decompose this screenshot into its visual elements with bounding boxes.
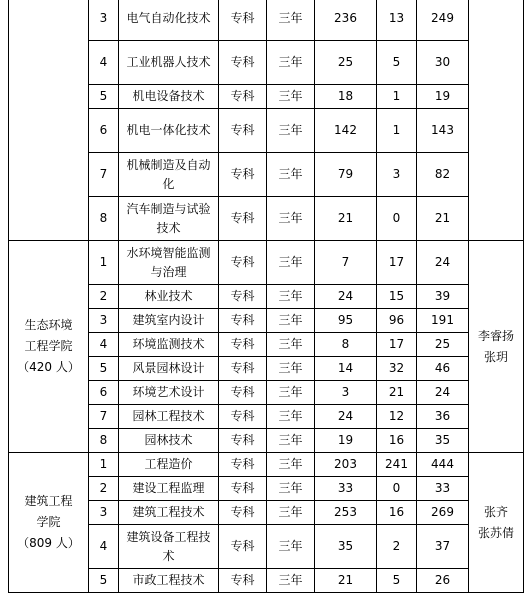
duration: 三年 (267, 357, 315, 381)
major-name: 风景园林设计 (119, 357, 219, 381)
count-a: 236 (315, 0, 377, 41)
count-b: 96 (377, 309, 417, 333)
level: 专科 (219, 569, 267, 593)
row-number: 3 (89, 501, 119, 525)
level: 专科 (219, 41, 267, 85)
count-a: 14 (315, 357, 377, 381)
duration: 三年 (267, 333, 315, 357)
count-b: 0 (377, 477, 417, 501)
leader-name: 张玥 (483, 349, 508, 364)
level: 专科 (219, 405, 267, 429)
count-a: 3 (315, 381, 377, 405)
total: 37 (417, 525, 469, 569)
total: 24 (417, 381, 469, 405)
total: 36 (417, 405, 469, 429)
total: 444 (417, 453, 469, 477)
duration: 三年 (267, 41, 315, 85)
count-a: 18 (315, 85, 377, 109)
count-b: 5 (377, 41, 417, 85)
count-a: 95 (315, 309, 377, 333)
row-number: 7 (89, 153, 119, 197)
college-name: 建筑工程学院 (24, 494, 73, 529)
major-name: 建筑设备工程技术 (119, 525, 219, 569)
count-b: 241 (377, 453, 417, 477)
total: 39 (417, 285, 469, 309)
duration: 三年 (267, 153, 315, 197)
count-a: 253 (315, 501, 377, 525)
count-a: 33 (315, 477, 377, 501)
total: 30 (417, 41, 469, 85)
leader-name: 张齐 (483, 504, 508, 519)
count-b: 0 (377, 197, 417, 241)
row-number: 1 (89, 241, 119, 285)
count-a: 79 (315, 153, 377, 197)
table-row (9, 453, 524, 477)
leader-name: 张苏倩 (477, 525, 514, 540)
duration: 三年 (267, 309, 315, 333)
major-name: 工程造价 (119, 453, 219, 477)
major-name: 建筑工程技术 (119, 501, 219, 525)
count-a: 25 (315, 41, 377, 85)
level: 专科 (219, 333, 267, 357)
count-b: 1 (377, 85, 417, 109)
row-number: 6 (89, 109, 119, 153)
duration: 三年 (267, 477, 315, 501)
count-b: 17 (377, 241, 417, 285)
duration: 三年 (267, 241, 315, 285)
row-number: 3 (89, 0, 119, 41)
total: 82 (417, 153, 469, 197)
count-b: 2 (377, 525, 417, 569)
major-name: 环境监测技术 (119, 333, 219, 357)
leaders-cell (469, 453, 524, 593)
major-name: 市政工程技术 (119, 569, 219, 593)
level: 专科 (219, 285, 267, 309)
total: 46 (417, 357, 469, 381)
college-cell (9, 241, 89, 453)
college-count: （420 人） (17, 360, 80, 374)
leaders-cell (469, 241, 524, 453)
level: 专科 (219, 501, 267, 525)
level: 专科 (219, 429, 267, 453)
level: 专科 (219, 525, 267, 569)
count-a: 8 (315, 333, 377, 357)
count-b: 16 (377, 429, 417, 453)
row-number: 6 (89, 381, 119, 405)
count-a: 24 (315, 285, 377, 309)
major-name: 水环境智能监测与治理 (119, 241, 219, 285)
count-b: 21 (377, 381, 417, 405)
major-name: 园林技术 (119, 429, 219, 453)
count-b: 16 (377, 501, 417, 525)
total: 191 (417, 309, 469, 333)
count-a: 19 (315, 429, 377, 453)
enrollment-table (8, 0, 524, 593)
duration: 三年 (267, 429, 315, 453)
duration: 三年 (267, 569, 315, 593)
row-number: 8 (89, 197, 119, 241)
count-b: 17 (377, 333, 417, 357)
total: 33 (417, 477, 469, 501)
total: 19 (417, 85, 469, 109)
level: 专科 (219, 309, 267, 333)
major-name: 建设工程监理 (119, 477, 219, 501)
duration: 三年 (267, 85, 315, 109)
count-a: 24 (315, 405, 377, 429)
duration: 三年 (267, 453, 315, 477)
major-name: 机械制造及自动化 (119, 153, 219, 197)
level: 专科 (219, 85, 267, 109)
row-number: 8 (89, 429, 119, 453)
level: 专科 (219, 477, 267, 501)
major-name: 机电设备技术 (119, 85, 219, 109)
college-cell (9, 0, 89, 241)
row-number: 4 (89, 525, 119, 569)
duration: 三年 (267, 109, 315, 153)
duration: 三年 (267, 285, 315, 309)
count-b: 5 (377, 569, 417, 593)
major-name: 汽车制造与试验技术 (119, 197, 219, 241)
major-name: 建筑室内设计 (119, 309, 219, 333)
total: 26 (417, 569, 469, 593)
count-a: 142 (315, 109, 377, 153)
duration: 三年 (267, 501, 315, 525)
count-b: 32 (377, 357, 417, 381)
level: 专科 (219, 197, 267, 241)
total: 25 (417, 333, 469, 357)
row-number: 5 (89, 569, 119, 593)
row-number: 2 (89, 477, 119, 501)
duration: 三年 (267, 197, 315, 241)
college-cell (9, 453, 89, 593)
duration: 三年 (267, 405, 315, 429)
count-b: 12 (377, 405, 417, 429)
level: 专科 (219, 357, 267, 381)
total: 24 (417, 241, 469, 285)
level: 专科 (219, 0, 267, 41)
level: 专科 (219, 381, 267, 405)
leader-name: 李睿扬 (477, 328, 514, 343)
level: 专科 (219, 153, 267, 197)
college-count: （809 人） (17, 536, 80, 550)
level: 专科 (219, 109, 267, 153)
major-name: 工业机器人技术 (119, 41, 219, 85)
duration: 三年 (267, 525, 315, 569)
total: 21 (417, 197, 469, 241)
level: 专科 (219, 453, 267, 477)
duration: 三年 (267, 0, 315, 41)
row-number: 1 (89, 453, 119, 477)
major-name: 机电一体化技术 (119, 109, 219, 153)
count-b: 13 (377, 0, 417, 41)
count-b: 15 (377, 285, 417, 309)
count-a: 21 (315, 197, 377, 241)
major-name: 电气自动化技术 (119, 0, 219, 41)
total: 35 (417, 429, 469, 453)
row-number: 5 (89, 357, 119, 381)
leaders-cell (469, 0, 524, 241)
total: 143 (417, 109, 469, 153)
count-a: 7 (315, 241, 377, 285)
total: 249 (417, 0, 469, 41)
count-a: 203 (315, 453, 377, 477)
count-a: 21 (315, 569, 377, 593)
row-number: 4 (89, 41, 119, 85)
row-number: 5 (89, 85, 119, 109)
level: 专科 (219, 241, 267, 285)
major-name: 环境艺术设计 (119, 381, 219, 405)
total: 269 (417, 501, 469, 525)
row-number: 3 (89, 309, 119, 333)
count-b: 3 (377, 153, 417, 197)
major-name: 林业技术 (119, 285, 219, 309)
duration: 三年 (267, 381, 315, 405)
table-row (9, 241, 524, 285)
count-a: 35 (315, 525, 377, 569)
row-number: 2 (89, 285, 119, 309)
college-name: 生态环境工程学院 (24, 318, 73, 353)
count-b: 1 (377, 109, 417, 153)
table-body (9, 0, 524, 593)
row-number: 4 (89, 333, 119, 357)
major-name: 园林工程技术 (119, 405, 219, 429)
row-number: 7 (89, 405, 119, 429)
table-row (9, 0, 524, 41)
